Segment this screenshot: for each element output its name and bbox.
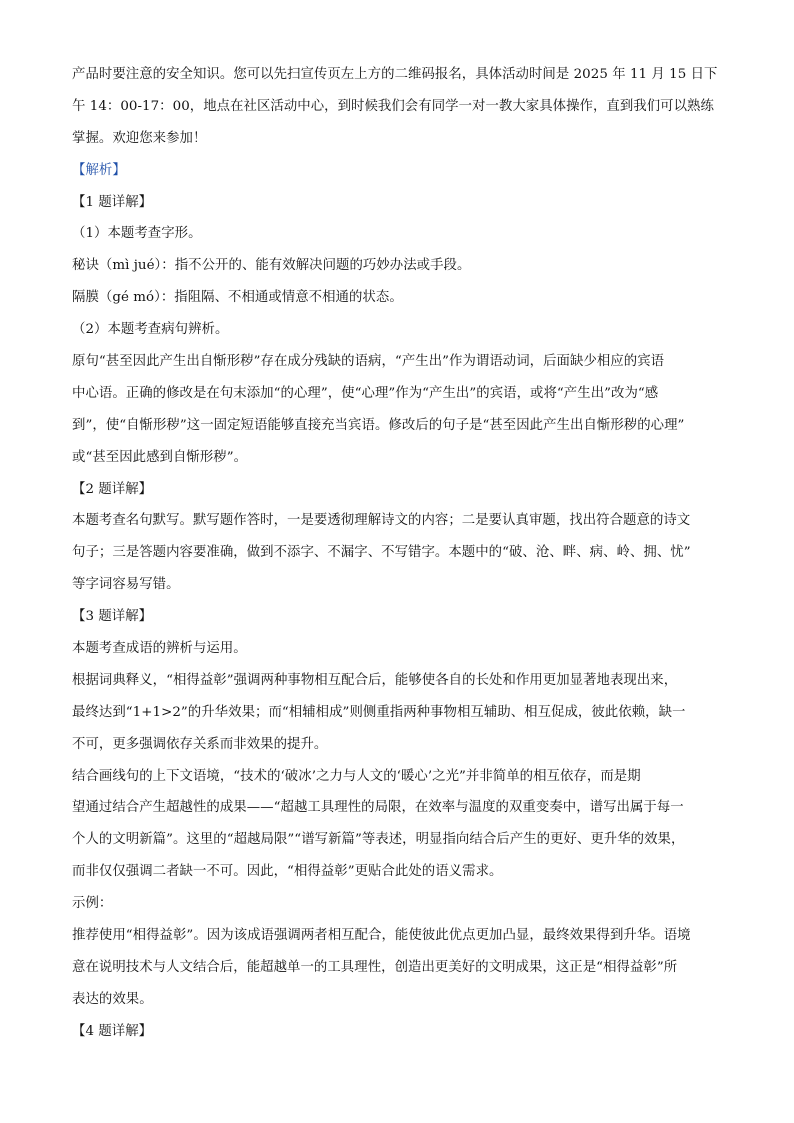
paragraph-line: （1）本题考查字形。	[72, 226, 202, 242]
question-4-heading: 【4 题详解】	[72, 1023, 153, 1039]
question-1-heading: 【1 题详解】	[72, 194, 153, 210]
question-3-heading: 【3 题详解】	[72, 609, 153, 625]
analysis-heading: 【解析】	[72, 162, 126, 178]
paragraph-line: 本题考查成语的辨析与运用。	[72, 641, 247, 657]
paragraph-line: 最终达到“1+1>2”的升华效果；而“相辅相成”则侧重指两种事物相互辅助、相互促成，彼此依赖，缺一	[72, 704, 686, 720]
paragraph-line: 本题考查名句默写。默写题作答时，一是要透彻理解诗文的内容；二是要认真审题，找出符合题意的诗文	[72, 513, 691, 529]
paragraph-line: 等字词容易写错。	[72, 577, 180, 593]
paragraph-line: 中心语。正确的修改是在句末添加“的心理”，使“心理”作为“产生出”的宾语，或将“产生出”改为“感	[72, 385, 659, 401]
question-2-heading: 【2 题详解】	[72, 481, 153, 497]
paragraph-line: 意在说明技术与人文结合后，能超越单一的工具理性，创造出更美好的文明成果，这正是“相得益彰”所	[72, 959, 678, 975]
paragraph-line: 原句“甚至因此产生出自惭形秽”存在成分残缺的语病，“产生出”作为谓语动词，后面缺少相应的宾语	[72, 354, 665, 370]
paragraph-line: 不可，更多强调依存关系而非效果的提升。	[72, 736, 328, 752]
paragraph-line: 表达的效果。	[72, 991, 153, 1007]
paragraph-line: 隔膜（gé mó）：指阻隔、不相通或情意不相通的状态。	[72, 290, 403, 306]
paragraph-line: 产品时要注意的安全知识。您可以先扫宣传页左上方的二维码报名，具体活动时间是 2025 年 11 月 15 日下	[72, 67, 718, 82]
paragraph-line: 而非仅仅强调二者缺一不可。因此，“相得益彰”更贴合此处的语义需求。	[72, 864, 503, 880]
paragraph-line: （2）本题考查病句辨析。	[72, 322, 229, 338]
paragraph-line: 推荐使用“相得益彰”。因为该成语强调两者相互配合，能使彼此优点更加凸显，最终效果得到升华。语境	[72, 928, 691, 944]
example-label: 示例：	[72, 896, 113, 912]
paragraph-line: 个人的文明新篇”。这里的“超越局限”“谱写新篇”等表述，明显指向结合后产生的更好、更升华的效果，	[72, 832, 685, 848]
paragraph-line: 秘诀（mì jué）：指不公开的、能有效解决问题的巧妙办法或手段。	[72, 258, 471, 274]
paragraph-line: 望通过结合产生超越性的成果——“超越工具理性的局限，在效率与温度的双重变奏中，谱写出属于每一	[72, 800, 684, 816]
paragraph-line: 结合画线句的上下文语境，“技术的‘破冰’之力与人文的‘暖心’之光”并非简单的相互依存，而是期	[72, 768, 641, 784]
paragraph-line: 或“甚至因此感到自惭形秽”。	[72, 449, 248, 465]
paragraph-line: 午 14：00-17：00，地点在社区活动中心，到时候我们会有同学一对一教大家具体操作，直到我们可以熟练	[72, 98, 714, 114]
paragraph-line: 掌握。欢迎您来参加！	[72, 130, 207, 146]
paragraph-line: 到”，使“自惭形秽”这一固定短语能够直接充当宾语。修改后的句子是“甚至因此产生出自惭形秽的心理”	[72, 417, 685, 433]
paragraph-line: 根据词典释义，“相得益彰”强调两种事物相互配合后，能够使各自的长处和作用更加显著地表现出来，	[72, 672, 678, 688]
document-page	[72, 64, 732, 1053]
paragraph-line: 句子；三是答题内容要准确，做到不添字、不漏字、不写错字。本题中的“破、沧、畔、病、岭、拥、忧”	[72, 545, 691, 561]
